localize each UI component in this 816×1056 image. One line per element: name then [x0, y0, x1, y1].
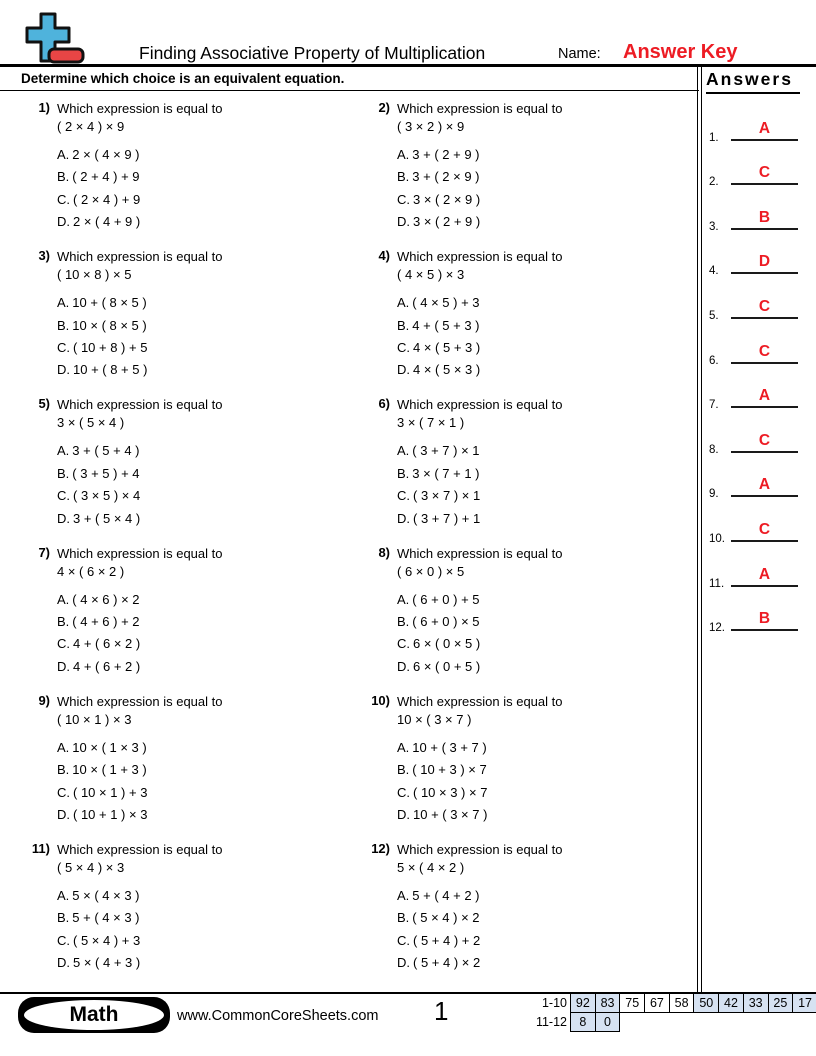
choice-text: ( 10 × 3 ) × 7 [413, 784, 488, 800]
score-row [523, 993, 816, 1013]
question-prompt: Which expression is equal to [397, 249, 563, 265]
answer-blank-line [731, 451, 798, 453]
choice-option [57, 885, 360, 907]
question-prompt: Which expression is equal to [57, 249, 223, 265]
choice-option [57, 337, 360, 359]
choice-text: 3 + ( 2 × 9 ) [412, 169, 480, 185]
choice-text: 10 × ( 1 + 3 ) [72, 762, 147, 778]
question-expression: 3 × ( 7 × 1 ) [397, 415, 465, 431]
question-block [360, 392, 696, 540]
choice-option [397, 485, 696, 507]
question-number: 3) [38, 248, 50, 264]
choice-text: 10 + ( 8 + 5 ) [73, 362, 148, 378]
score-cell: 75 [619, 993, 645, 1013]
commoncoresheets-logo [22, 11, 88, 65]
choice-option [57, 952, 360, 974]
answer-blank-line [731, 406, 798, 408]
question-prompt: Which expression is equal to [397, 693, 563, 709]
answer-entry [704, 418, 812, 463]
question-body [57, 541, 360, 679]
answer-blank-line [731, 317, 798, 319]
question-expression: 10 × ( 3 × 7 ) [397, 711, 472, 727]
choice-label: D. [57, 658, 70, 674]
choice-text: 3 + ( 2 + 9 ) [412, 147, 480, 162]
name-label: Name: [558, 46, 601, 62]
score-cells [570, 993, 816, 1013]
answer-entry [704, 195, 812, 240]
choice-label: D. [397, 806, 410, 822]
choice-label: C. [57, 636, 70, 652]
choice-label: B. [397, 317, 410, 333]
choice-label: A. [397, 147, 410, 162]
answer-entry [704, 151, 812, 196]
choice-text: ( 3 + 7 ) × 1 [412, 443, 480, 459]
choice-label: B. [397, 465, 410, 481]
question-block [360, 244, 696, 392]
choice-option [57, 166, 360, 188]
choice-text: 4 + ( 5 + 3 ) [412, 317, 480, 333]
question-expression: ( 4 × 5 ) × 3 [397, 267, 465, 283]
answer-blank-line [731, 272, 798, 274]
answer-number: 11. [709, 577, 725, 590]
answer-letter: B [758, 208, 771, 226]
answers-panel-divider [697, 66, 702, 993]
choice-option [397, 952, 696, 974]
question-body [397, 392, 696, 530]
choice-text: ( 10 + 1 ) × 3 [73, 806, 148, 822]
choice-label: C. [397, 636, 410, 652]
answer-number: 2. [709, 176, 719, 189]
question-expression: 4 × ( 6 × 2 ) [57, 563, 125, 579]
answer-number: 1. [709, 131, 719, 144]
header-divider [0, 64, 816, 67]
score-cell: 92 [570, 993, 596, 1013]
question-expression: ( 5 × 4 ) × 3 [57, 859, 125, 875]
choice-list [397, 589, 696, 679]
answer-blank-line [731, 495, 798, 497]
question-number: 6) [378, 396, 390, 412]
choice-list [397, 292, 696, 382]
question-expression: ( 10 × 1 ) × 3 [57, 711, 132, 727]
answer-blank-line [731, 629, 798, 631]
choice-text: 3 + ( 5 + 4 ) [72, 443, 140, 459]
choice-list [57, 292, 360, 382]
question-block [20, 96, 360, 244]
choice-label: D. [57, 214, 70, 230]
choice-text: ( 4 × 5 ) + 3 [412, 295, 480, 311]
answer-letter: A [758, 119, 771, 137]
answer-blank-line [731, 585, 798, 587]
choice-label: B. [57, 169, 70, 185]
choice-label: D. [57, 362, 70, 378]
question-prompt: Which expression is equal to [397, 841, 563, 857]
choice-label: A. [397, 443, 410, 459]
choice-option [397, 292, 696, 314]
choice-option [397, 907, 696, 929]
choice-label: C. [57, 191, 70, 207]
choice-list [397, 885, 696, 975]
choice-label: D. [397, 658, 410, 674]
question-block [20, 689, 360, 837]
choice-label: A. [397, 591, 410, 607]
choice-text: 5 + ( 4 × 3 ) [72, 910, 140, 926]
choice-text: ( 3 × 7 ) × 1 [413, 488, 481, 504]
choice-label: A. [57, 887, 70, 903]
answer-number: 8. [709, 443, 719, 456]
answer-entry [704, 329, 812, 374]
answer-number: 3. [709, 220, 719, 233]
question-body [397, 689, 696, 827]
question-number: 8) [378, 544, 390, 560]
choice-label: C. [397, 191, 410, 207]
instruction-text: Determine which choice is an equivalent equation. [21, 71, 345, 86]
choice-option [57, 930, 360, 952]
choice-option [397, 633, 696, 655]
choice-option [397, 337, 696, 359]
page-number: 1 [434, 996, 449, 1026]
choice-option [397, 440, 696, 462]
choice-option [57, 782, 360, 804]
choice-label: B. [57, 317, 70, 333]
answer-key-text: Answer Key [623, 41, 738, 63]
score-cell: 0 [595, 1012, 621, 1032]
choice-list [397, 737, 696, 827]
choice-list [397, 144, 696, 234]
choice-text: ( 10 × 1 ) + 3 [73, 784, 148, 800]
choice-label: D. [397, 955, 410, 971]
answer-entry [704, 284, 812, 329]
questions-grid [20, 96, 696, 985]
choice-text: 5 × ( 4 × 3 ) [72, 887, 140, 903]
choice-label: B. [57, 613, 70, 629]
choice-label: A. [57, 295, 70, 311]
answer-number: 6. [709, 354, 719, 367]
choice-option [57, 211, 360, 233]
score-cell: 17 [792, 993, 816, 1013]
question-block [20, 541, 360, 689]
question-block [360, 689, 696, 837]
choice-label: A. [397, 739, 410, 755]
website-url: www.CommonCoreSheets.com [177, 1008, 379, 1024]
question-body [397, 837, 696, 975]
answers-list [704, 106, 812, 641]
choice-label: C. [57, 488, 70, 504]
score-cells [570, 1012, 620, 1032]
answer-entry [704, 597, 812, 642]
choice-text: ( 3 + 7 ) + 1 [413, 510, 481, 526]
choice-text: 3 × ( 7 + 1 ) [412, 465, 480, 481]
answer-number: 12. [709, 622, 725, 635]
answer-number: 10. [709, 532, 725, 545]
choice-list [397, 440, 696, 530]
choice-text: 4 × ( 5 + 3 ) [413, 340, 481, 355]
choice-list [57, 440, 360, 530]
question-body [57, 244, 360, 382]
choice-label: D. [397, 214, 410, 230]
question-number: 10) [371, 692, 390, 708]
score-cell: 8 [570, 1012, 596, 1032]
choice-option [397, 166, 696, 188]
page-title: Finding Associative Property of Multiplication [139, 43, 486, 63]
choice-label: B. [57, 910, 70, 926]
choice-option [57, 440, 360, 462]
question-expression: ( 10 × 8 ) × 5 [57, 267, 132, 283]
answers-panel-title: Answers [706, 69, 800, 94]
choice-label: A. [57, 739, 70, 755]
answer-letter: A [758, 476, 771, 494]
choice-option [57, 633, 360, 655]
score-row-label: 1-10 [541, 996, 567, 1010]
choice-option [57, 804, 360, 826]
choice-label: C. [397, 340, 410, 355]
choice-option [57, 907, 360, 929]
choice-label: C. [57, 340, 70, 355]
choice-option [397, 144, 696, 166]
choice-list [57, 737, 360, 827]
question-body [57, 96, 360, 234]
choice-text: ( 2 × 4 ) + 9 [73, 191, 141, 207]
choice-text: ( 4 + 6 ) + 2 [72, 613, 140, 629]
answer-blank-line [731, 540, 798, 542]
choice-text: 10 × ( 8 × 5 ) [72, 317, 147, 333]
choice-text: ( 5 × 4 ) × 2 [412, 910, 480, 926]
choice-text: ( 4 × 6 ) × 2 [72, 591, 140, 607]
choice-option [397, 508, 696, 530]
answer-blank-line [731, 228, 798, 230]
choice-text: ( 10 + 3 ) × 7 [412, 762, 487, 778]
choice-text: 3 × ( 2 + 9 ) [413, 214, 481, 230]
score-cell: 42 [718, 993, 744, 1013]
question-block [20, 837, 360, 985]
choice-text: 5 × ( 4 + 3 ) [73, 955, 141, 971]
question-body [57, 392, 360, 530]
choice-label: B. [397, 910, 410, 926]
choice-option [57, 759, 360, 781]
choice-text: ( 5 × 4 ) + 3 [73, 932, 141, 948]
score-cell: 50 [693, 993, 719, 1013]
answer-entry [704, 240, 812, 285]
question-number: 2) [378, 100, 390, 115]
choice-label: B. [397, 762, 410, 778]
choice-option [397, 189, 696, 211]
choice-text: 10 × ( 1 × 3 ) [72, 739, 147, 755]
question-number: 5) [38, 396, 50, 412]
choice-option [397, 611, 696, 633]
answer-number: 9. [709, 488, 719, 501]
choice-option [57, 292, 360, 314]
answer-letter: C [758, 520, 771, 538]
choice-label: C. [57, 784, 70, 800]
choice-text: 10 + ( 3 × 7 ) [413, 806, 488, 822]
question-block [20, 244, 360, 392]
choice-text: ( 5 + 4 ) × 2 [413, 955, 481, 971]
question-prompt: Which expression is equal to [57, 693, 223, 709]
answer-blank-line [731, 362, 798, 364]
answer-letter: C [758, 297, 771, 315]
choice-text: 6 × ( 0 × 5 ) [413, 636, 481, 652]
score-cell: 58 [669, 993, 695, 1013]
choice-option [397, 804, 696, 826]
answer-letter: B [758, 610, 771, 628]
choice-option [57, 611, 360, 633]
choice-label: D. [57, 510, 70, 526]
answer-letter: D [758, 253, 771, 271]
answer-entry [704, 374, 812, 419]
choice-text: 6 × ( 0 + 5 ) [413, 658, 481, 674]
choice-option [397, 737, 696, 759]
choice-list [57, 144, 360, 234]
choice-text: ( 10 + 8 ) + 5 [73, 340, 148, 355]
choice-option [397, 463, 696, 485]
choice-label: C. [57, 932, 70, 948]
answer-number: 5. [709, 309, 719, 322]
question-prompt: Which expression is equal to [57, 101, 223, 116]
choice-text: ( 3 × 5 ) × 4 [73, 488, 141, 504]
choice-option [57, 315, 360, 337]
score-cell: 25 [768, 993, 794, 1013]
answer-letter: C [758, 164, 771, 182]
answer-blank-line [731, 183, 798, 185]
choice-label: B. [57, 762, 70, 778]
choice-text: 2 × ( 4 × 9 ) [72, 147, 140, 162]
choice-label: B. [397, 613, 410, 629]
question-expression: ( 3 × 2 ) × 9 [397, 119, 465, 134]
choice-text: 2 × ( 4 + 9 ) [73, 214, 141, 230]
question-prompt: Which expression is equal to [57, 397, 223, 413]
choice-option [397, 589, 696, 611]
question-prompt: Which expression is equal to [397, 101, 563, 116]
score-cell: 67 [644, 993, 670, 1013]
choice-option [57, 589, 360, 611]
minus-bar-icon [49, 49, 83, 62]
choice-text: 10 + ( 3 + 7 ) [412, 739, 487, 755]
choice-list [57, 589, 360, 679]
choice-label: D. [57, 806, 70, 822]
choice-option [57, 485, 360, 507]
choice-text: 5 + ( 4 + 2 ) [412, 887, 480, 903]
choice-option [57, 508, 360, 530]
choice-label: A. [397, 295, 410, 311]
choice-list [57, 885, 360, 975]
question-block [20, 392, 360, 540]
instruction-divider [0, 90, 699, 91]
choice-label: A. [57, 443, 70, 459]
choice-label: A. [397, 887, 410, 903]
answer-letter: A [758, 565, 771, 583]
choice-option [397, 315, 696, 337]
score-table [523, 993, 816, 1032]
choice-label: C. [397, 488, 410, 504]
answer-entry [704, 463, 812, 508]
question-body [397, 96, 696, 234]
answer-letter: C [758, 431, 771, 449]
choice-label: C. [397, 932, 410, 948]
answer-blank-line [731, 139, 798, 141]
choice-text: ( 6 + 0 ) + 5 [412, 591, 480, 607]
choice-text: 3 + ( 5 × 4 ) [73, 510, 141, 526]
score-row [523, 1012, 816, 1032]
choice-label: B. [57, 465, 70, 481]
choice-text: ( 6 + 0 ) × 5 [412, 613, 480, 629]
question-expression: 3 × ( 5 × 4 ) [57, 415, 125, 431]
question-body [397, 541, 696, 679]
answer-number: 7. [709, 399, 719, 412]
choice-text: ( 2 + 4 ) + 9 [72, 169, 140, 185]
question-body [57, 837, 360, 975]
choice-label: A. [57, 591, 70, 607]
choice-text: 4 + ( 6 × 2 ) [73, 636, 141, 652]
choice-option [57, 463, 360, 485]
question-body [57, 689, 360, 827]
question-prompt: Which expression is equal to [397, 397, 563, 413]
score-cell: 33 [743, 993, 769, 1013]
subject-badge [18, 997, 170, 1033]
choice-option [397, 782, 696, 804]
question-block [360, 96, 696, 244]
choice-option [397, 930, 696, 952]
choice-label: B. [397, 169, 410, 185]
answer-entry [704, 507, 812, 552]
choice-label: A. [57, 147, 70, 162]
question-block [360, 541, 696, 689]
choice-text: 10 + ( 8 × 5 ) [72, 295, 147, 311]
choice-option [397, 359, 696, 381]
question-number: 1) [38, 100, 50, 115]
choice-text: 4 + ( 6 + 2 ) [73, 658, 141, 674]
question-number: 12) [371, 840, 390, 856]
choice-text: ( 5 + 4 ) + 2 [413, 932, 481, 948]
answer-entry [704, 552, 812, 597]
question-expression: ( 6 × 0 ) × 5 [397, 563, 465, 579]
choice-label: C. [397, 784, 410, 800]
question-block [360, 837, 696, 985]
choice-option [397, 656, 696, 678]
choice-label: D. [397, 362, 410, 378]
choice-text: 4 × ( 5 × 3 ) [413, 362, 481, 378]
choice-label: D. [57, 955, 70, 971]
choice-option [57, 737, 360, 759]
choice-option [57, 144, 360, 166]
question-expression: 5 × ( 4 × 2 ) [397, 859, 465, 875]
choice-option [57, 656, 360, 678]
answer-letter: C [758, 342, 771, 360]
question-body [397, 244, 696, 382]
score-row-label: 11-12 [535, 1015, 567, 1029]
question-number: 11) [31, 840, 50, 856]
choice-text: ( 3 + 5 ) + 4 [72, 465, 140, 481]
choice-option [397, 759, 696, 781]
answer-letter: A [758, 387, 771, 405]
question-number: 4) [378, 248, 390, 264]
answer-number: 4. [709, 265, 719, 278]
choice-option [57, 359, 360, 381]
answer-entry [704, 106, 812, 151]
subject-label: Math [24, 1000, 164, 1030]
choice-text: 3 × ( 2 × 9 ) [413, 191, 481, 207]
question-number: 7) [38, 544, 50, 560]
question-prompt: Which expression is equal to [57, 841, 223, 857]
question-number: 9) [38, 692, 50, 708]
choice-option [397, 885, 696, 907]
choice-option [397, 211, 696, 233]
question-expression: ( 2 × 4 ) × 9 [57, 119, 125, 134]
choice-label: D. [397, 510, 410, 526]
question-prompt: Which expression is equal to [397, 545, 563, 561]
choice-option [57, 189, 360, 211]
score-cell: 83 [595, 993, 621, 1013]
question-prompt: Which expression is equal to [57, 545, 223, 561]
